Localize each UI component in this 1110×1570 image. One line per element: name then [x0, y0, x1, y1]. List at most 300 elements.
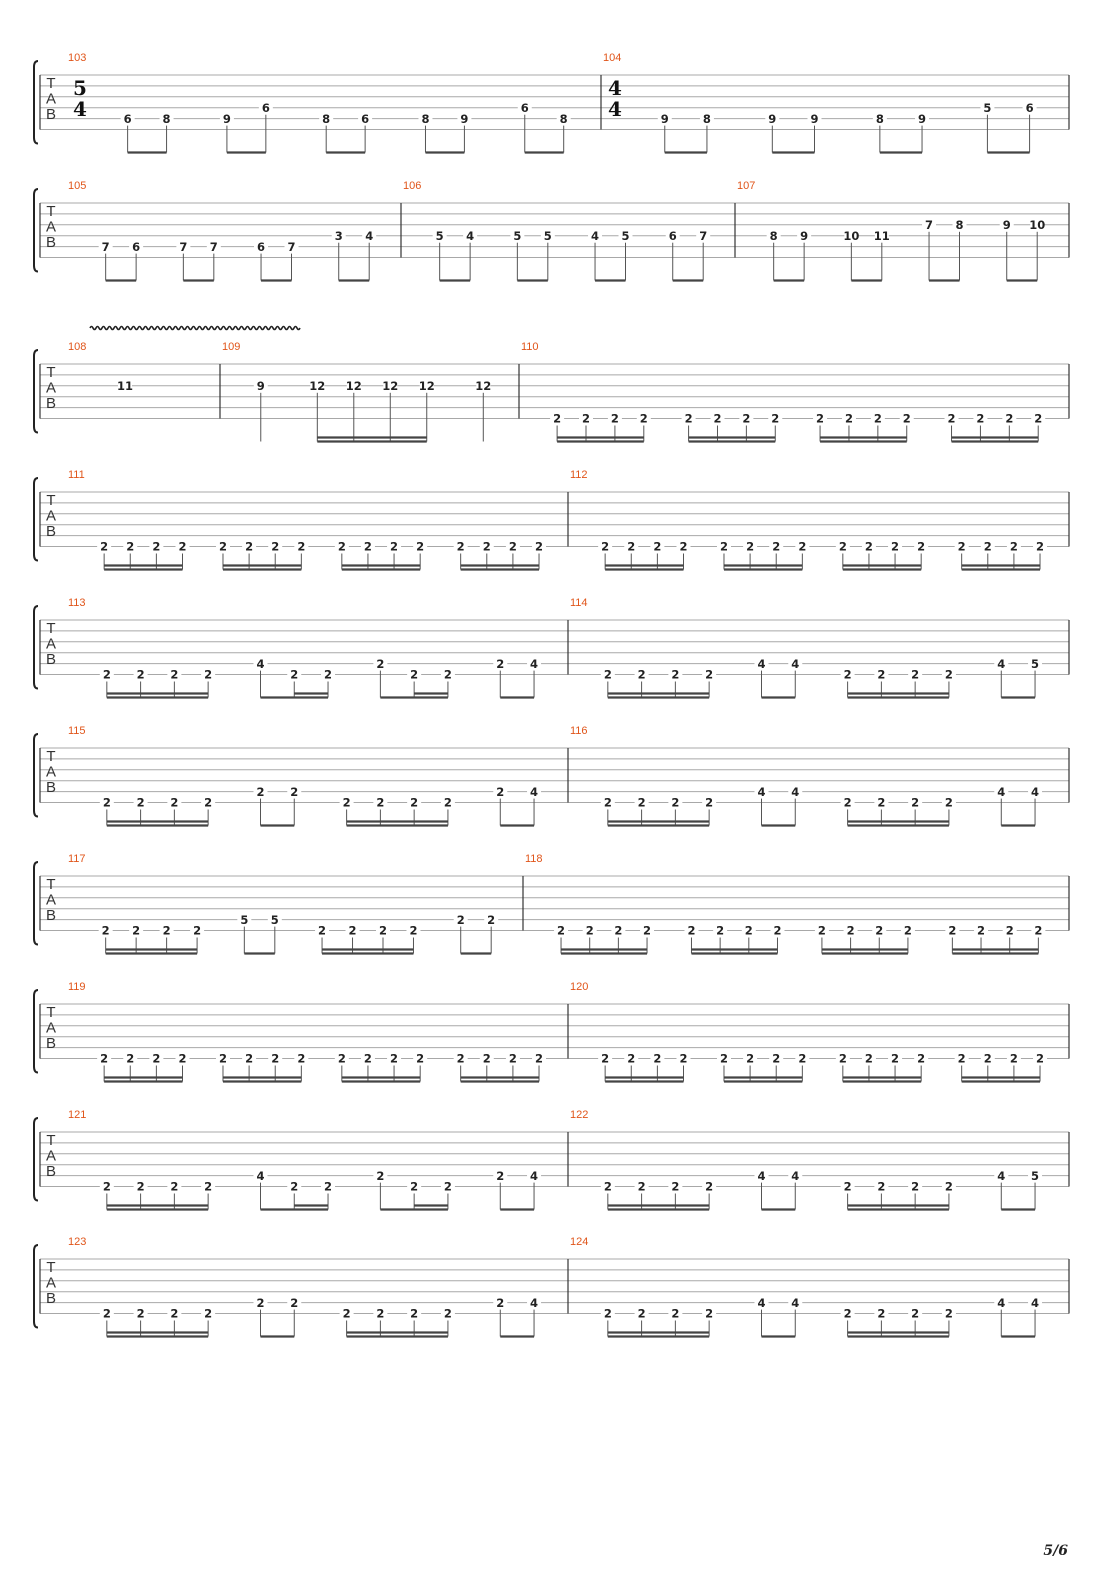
fret-number: 2	[610, 411, 619, 426]
fret-number: 4	[757, 1168, 766, 1183]
fret-number: 2	[705, 1306, 714, 1321]
fret-number: 11	[873, 228, 890, 243]
fret-number: 5	[621, 228, 630, 243]
fret-number: 2	[603, 795, 612, 810]
fret-number: 2	[376, 795, 385, 810]
fret-number: 2	[342, 1306, 351, 1321]
tab-clef-letter: B	[45, 523, 57, 540]
time-signature-top: 5	[73, 76, 87, 100]
fret-number: 2	[772, 1051, 781, 1066]
fret-number: 2	[639, 411, 648, 426]
fret-number: 2	[643, 923, 652, 938]
measure-number: 113	[68, 597, 86, 609]
fret-number: 2	[653, 539, 662, 554]
fret-number: 2	[944, 1179, 953, 1194]
fret-number: 2	[877, 667, 886, 682]
fret-number: 12	[382, 379, 399, 393]
system-bracket	[34, 1118, 38, 1201]
fret-number: 2	[637, 795, 646, 810]
fret-number: 2	[297, 1051, 306, 1066]
fret-number: 2	[443, 1179, 452, 1194]
measure-number: 103	[68, 52, 87, 64]
fret-number: 9	[222, 111, 231, 126]
fret-number: 2	[136, 1179, 145, 1194]
measure-number: 123	[68, 1236, 87, 1248]
fret-number: 2	[193, 923, 202, 938]
fret-number: 2	[204, 667, 213, 682]
fret-number: 8	[322, 111, 331, 126]
fret-number: 7	[699, 228, 708, 243]
fret-number: 2	[170, 1179, 179, 1194]
fret-number: 2	[637, 667, 646, 682]
fret-number: 2	[508, 539, 517, 554]
fret-number: 2	[746, 1051, 755, 1066]
fret-number: 2	[843, 1306, 852, 1321]
fret-number: 2	[102, 1306, 111, 1321]
tab-clef-letter: A	[45, 891, 57, 909]
fret-number: 2	[218, 1051, 227, 1066]
fret-number: 2	[535, 1051, 544, 1066]
fret-number: 2	[844, 411, 853, 426]
fret-number: 2	[390, 539, 399, 554]
system-bracket	[34, 606, 38, 689]
system-bracket	[34, 734, 38, 817]
fret-number: 2	[170, 1306, 179, 1321]
tab-clef-letter: A	[45, 218, 57, 236]
fret-number: 4	[757, 656, 766, 671]
fret-number: 2	[410, 1306, 419, 1321]
fret-number: 2	[817, 923, 826, 938]
fret-number: 2	[245, 1051, 254, 1066]
tab-clef-letter: B	[45, 651, 57, 668]
fret-number: 2	[378, 923, 388, 938]
fret-number: 2	[1034, 923, 1043, 938]
fret-number: 2	[324, 1179, 333, 1194]
fret-number: 2	[891, 539, 900, 554]
fret-number: 4	[591, 228, 600, 243]
measure-number: 104	[603, 52, 622, 64]
fret-number: 2	[416, 539, 425, 554]
fret-number: 9	[800, 228, 809, 243]
fret-number: 2	[917, 539, 926, 554]
fret-number: 8	[955, 218, 964, 232]
fret-number: 2	[679, 539, 688, 554]
measure-number: 116	[570, 725, 588, 737]
fret-number: 2	[178, 1051, 187, 1066]
fret-number: 2	[705, 667, 714, 682]
fret-number: 2	[603, 667, 612, 682]
fret-number: 2	[256, 784, 265, 799]
fret-number: 2	[603, 1306, 612, 1321]
measure-number: 115	[68, 725, 86, 737]
fret-number: 4	[757, 784, 766, 799]
tab-clef-letter: T	[46, 620, 56, 637]
fret-number: 2	[601, 1051, 610, 1066]
fret-number: 2	[126, 539, 135, 554]
measure-number: 108	[68, 341, 87, 353]
fret-number: 2	[846, 923, 855, 938]
fret-number: 2	[671, 1179, 680, 1194]
tab-clef-letter: T	[46, 1132, 56, 1149]
tab-clef-letter: T	[46, 75, 56, 92]
fret-number: 2	[337, 1051, 346, 1066]
fret-number: 4	[1031, 784, 1040, 799]
fret-number: 2	[671, 795, 680, 810]
time-signature-bottom: 4	[608, 97, 622, 121]
fret-number: 2	[218, 539, 227, 554]
fret-number: 12	[309, 379, 326, 393]
fret-number: 12	[345, 379, 362, 393]
fret-number: 2	[482, 539, 491, 554]
fret-number: 2	[100, 539, 109, 554]
tab-clef-letter: A	[45, 635, 57, 653]
time-signature-top: 4	[608, 76, 622, 100]
tab-clef-letter: A	[45, 1274, 57, 1292]
tab-clef-letter: B	[45, 106, 57, 123]
fret-number: 7	[287, 239, 296, 254]
measure-number: 122	[570, 1109, 589, 1121]
fret-number: 7	[209, 239, 218, 254]
fret-number: 2	[390, 1051, 399, 1066]
fret-number: 4	[530, 1168, 539, 1183]
fret-number: 4	[1031, 1295, 1040, 1310]
system-bracket	[34, 990, 38, 1073]
fret-number: 2	[553, 411, 562, 426]
fret-number: 5	[513, 228, 522, 243]
fret-number: 2	[170, 795, 179, 810]
fret-number: 2	[744, 923, 753, 938]
fret-number: 2	[671, 1306, 680, 1321]
fret-number: 2	[363, 539, 372, 554]
fret-number: 2	[773, 923, 782, 938]
tab-clef-letter: A	[45, 90, 57, 108]
fret-number: 2	[877, 1306, 886, 1321]
fret-number: 2	[152, 539, 161, 554]
fret-number: 2	[798, 1051, 807, 1066]
fret-number: 2	[290, 1295, 299, 1310]
fret-number: 2	[410, 795, 419, 810]
fret-number: 2	[487, 912, 496, 927]
fret-number: 2	[456, 1051, 465, 1066]
fret-number: 5	[435, 228, 444, 243]
fret-number: 2	[496, 656, 505, 671]
fret-number: 2	[409, 923, 418, 938]
fret-number: 2	[627, 539, 636, 554]
fret-number: 2	[482, 1051, 491, 1066]
fret-number: 2	[873, 411, 882, 426]
fret-number: 2	[891, 1051, 900, 1066]
vibrato-mark	[90, 327, 300, 330]
fret-number: 5	[270, 912, 279, 927]
tab-clef-letter: T	[46, 364, 56, 381]
fret-number: 4	[997, 784, 1006, 799]
fret-number: 2	[838, 1051, 847, 1066]
fret-number: 2	[376, 656, 385, 671]
fret-number: 2	[271, 539, 280, 554]
fret-number: 2	[456, 539, 465, 554]
fret-number: 2	[798, 539, 807, 554]
fret-number: 4	[530, 656, 539, 671]
fret-number: 2	[318, 923, 327, 938]
fret-number: 2	[705, 1179, 714, 1194]
tab-clef-letter: A	[45, 379, 57, 397]
measure-number: 107	[737, 180, 756, 192]
tab-clef-letter: T	[46, 876, 56, 893]
tab-clef-letter: B	[45, 1035, 57, 1052]
fret-number: 2	[204, 1179, 213, 1194]
fret-number: 2	[653, 1051, 662, 1066]
tab-clef-letter: A	[45, 1147, 57, 1165]
fret-number: 2	[410, 1179, 419, 1194]
fret-number: 2	[843, 1179, 852, 1194]
fret-number: 7	[179, 239, 188, 254]
tab-clef-letter: B	[45, 395, 57, 412]
fret-number: 2	[508, 1051, 517, 1066]
fret-number: 2	[877, 1179, 886, 1194]
fret-number: 2	[911, 667, 920, 682]
fret-number: 2	[132, 923, 141, 938]
fret-number: 2	[256, 1295, 265, 1310]
system-bracket	[34, 350, 38, 433]
fret-number: 2	[152, 1051, 161, 1066]
fret-number: 2	[1005, 923, 1014, 938]
tab-clef-letter: A	[45, 507, 57, 525]
time-signature-bottom: 4	[73, 97, 87, 121]
fret-number: 2	[585, 923, 594, 938]
fret-number: 2	[1036, 1051, 1045, 1066]
fret-number: 2	[877, 795, 886, 810]
measure-number: 120	[570, 981, 589, 993]
fret-number: 4	[791, 1168, 800, 1183]
fret-number: 2	[136, 1306, 145, 1321]
fret-number: 2	[1036, 539, 1045, 554]
fret-number: 2	[911, 795, 920, 810]
fret-number: 5	[983, 100, 992, 115]
fret-number: 2	[582, 411, 591, 426]
fret-number: 2	[637, 1179, 646, 1194]
tab-clef-letter: B	[45, 779, 57, 796]
tab-clef-letter: B	[45, 1163, 57, 1180]
fret-number: 2	[772, 539, 781, 554]
tab-clef-letter: B	[45, 234, 57, 251]
measure-number: 119	[68, 981, 86, 993]
fret-number: 2	[687, 923, 696, 938]
fret-number: 2	[100, 1051, 109, 1066]
fret-number: 2	[957, 1051, 966, 1066]
fret-number: 2	[443, 1306, 452, 1321]
fret-number: 2	[603, 1179, 612, 1194]
fret-number: 6	[520, 100, 529, 115]
fret-number: 2	[976, 411, 985, 426]
fret-number: 2	[679, 1051, 688, 1066]
fret-number: 4	[757, 1295, 766, 1310]
measure-number: 118	[525, 853, 543, 865]
fret-number: 2	[337, 539, 346, 554]
fret-number: 9	[768, 111, 777, 126]
fret-number: 2	[204, 1306, 213, 1321]
fret-number: 2	[719, 1051, 728, 1066]
fret-number: 2	[410, 667, 419, 682]
fret-number: 2	[864, 1051, 873, 1066]
fret-number: 2	[178, 539, 187, 554]
fret-number: 2	[136, 667, 145, 682]
fret-number: 2	[324, 667, 333, 682]
fret-number: 2	[342, 795, 351, 810]
fret-number: 2	[875, 923, 884, 938]
fret-number: 4	[791, 656, 800, 671]
fret-number: 2	[864, 539, 873, 554]
system-bracket	[34, 189, 38, 272]
fret-number: 2	[245, 539, 254, 554]
fret-number: 10	[843, 228, 860, 243]
fret-number: 2	[376, 1168, 385, 1183]
fret-number: 2	[102, 667, 111, 682]
fret-number: 9	[1002, 218, 1011, 232]
fret-number: 4	[466, 228, 475, 243]
measure-number: 111	[68, 469, 85, 481]
fret-number: 4	[365, 228, 374, 243]
fret-number: 4	[256, 656, 265, 671]
tab-clef-letter: B	[45, 1290, 57, 1307]
fret-number: 4	[256, 1168, 265, 1183]
fret-number: 2	[627, 1051, 636, 1066]
fret-number: 2	[983, 1051, 992, 1066]
fret-number: 6	[361, 111, 370, 126]
fret-number: 2	[496, 1168, 505, 1183]
fret-number: 2	[816, 411, 825, 426]
fret-number: 2	[363, 1051, 372, 1066]
fret-number: 4	[530, 784, 539, 799]
fret-number: 2	[948, 923, 957, 938]
fret-number: 2	[713, 411, 722, 426]
fret-number: 2	[843, 667, 852, 682]
tab-clef-letter: A	[45, 1019, 57, 1037]
fret-number: 2	[290, 1179, 299, 1194]
fret-number: 2	[716, 923, 725, 938]
fret-number: 2	[838, 539, 847, 554]
fret-number: 2	[1009, 1051, 1018, 1066]
measure-number: 114	[570, 597, 588, 609]
fret-number: 2	[1009, 539, 1018, 554]
fret-number: 8	[702, 111, 711, 126]
tab-clef-letter: B	[45, 907, 57, 924]
fret-number: 2	[637, 1306, 646, 1321]
fret-number: 2	[671, 667, 680, 682]
fret-number: 7	[925, 218, 934, 232]
fret-number: 8	[769, 228, 778, 243]
fret-number: 2	[705, 795, 714, 810]
fret-number: 8	[559, 111, 568, 126]
fret-number: 2	[456, 912, 465, 927]
fret-number: 2	[290, 784, 299, 799]
fret-number: 2	[102, 1179, 111, 1194]
fret-number: 2	[947, 411, 956, 426]
page-number: 5/6	[1043, 1543, 1068, 1559]
fret-number: 4	[530, 1295, 539, 1310]
fret-number: 2	[297, 539, 306, 554]
fret-number: 2	[126, 1051, 135, 1066]
fret-number: 2	[903, 923, 912, 938]
tab-clef-letter: T	[46, 1259, 56, 1276]
fret-number: 6	[668, 228, 677, 243]
fret-number: 12	[475, 379, 492, 393]
fret-number: 2	[271, 1051, 280, 1066]
fret-number: 4	[997, 1295, 1006, 1310]
measure-number: 117	[68, 853, 86, 865]
fret-number: 2	[614, 923, 623, 938]
fret-number: 5	[1031, 656, 1040, 671]
fret-number: 2	[746, 539, 755, 554]
fret-number: 2	[977, 923, 986, 938]
fret-number: 6	[123, 111, 132, 126]
fret-number: 2	[443, 795, 452, 810]
measure-number: 105	[68, 180, 87, 192]
fret-number: 2	[601, 539, 610, 554]
measure-number: 121	[68, 1109, 87, 1121]
fret-number: 2	[170, 667, 179, 682]
fret-number: 11	[116, 379, 134, 393]
fret-number: 8	[162, 111, 171, 126]
fret-number: 9	[256, 379, 265, 393]
tab-clef-letter: T	[46, 748, 56, 765]
tab-clef-letter: A	[45, 763, 57, 781]
fret-number: 2	[957, 539, 966, 554]
fret-number: 2	[771, 411, 780, 426]
fret-number: 10	[1029, 218, 1046, 232]
system-bracket	[34, 478, 38, 561]
fret-number: 12	[418, 379, 435, 393]
fret-number: 2	[1034, 411, 1043, 426]
fret-number: 2	[944, 667, 953, 682]
fret-number: 6	[132, 239, 141, 254]
tab-clef-letter: T	[46, 203, 56, 220]
fret-number: 2	[376, 1306, 385, 1321]
fret-number: 9	[918, 111, 927, 126]
fret-number: 2	[719, 539, 728, 554]
fret-number: 2	[101, 923, 110, 938]
fret-number: 4	[791, 1295, 800, 1310]
measure-number: 106	[403, 180, 422, 192]
fret-number: 4	[997, 656, 1006, 671]
fret-number: 6	[261, 100, 270, 115]
fret-number: 2	[535, 539, 544, 554]
tab-clef-letter: T	[46, 1004, 56, 1021]
fret-number: 2	[136, 795, 145, 810]
fret-number: 2	[348, 923, 357, 938]
fret-number: 9	[460, 111, 469, 126]
fret-number: 2	[944, 795, 953, 810]
fret-number: 8	[875, 111, 884, 126]
fret-number: 3	[334, 228, 343, 243]
fret-number: 5	[240, 912, 249, 927]
fret-number: 2	[684, 411, 693, 426]
fret-number: 2	[911, 1306, 920, 1321]
fret-number: 2	[204, 795, 213, 810]
fret-number: 5	[1031, 1168, 1040, 1183]
system-bracket	[34, 1245, 38, 1328]
fret-number: 4	[997, 1168, 1006, 1183]
fret-number: 9	[810, 111, 819, 126]
fret-number: 2	[983, 539, 992, 554]
measure-number: 109	[222, 341, 241, 353]
measure-number: 112	[570, 469, 588, 481]
measure-number: 124	[570, 1236, 589, 1248]
fret-number: 2	[917, 1051, 926, 1066]
system-bracket	[34, 61, 38, 144]
fret-number: 2	[902, 411, 911, 426]
fret-number: 2	[162, 923, 171, 938]
fret-number: 2	[496, 784, 505, 799]
